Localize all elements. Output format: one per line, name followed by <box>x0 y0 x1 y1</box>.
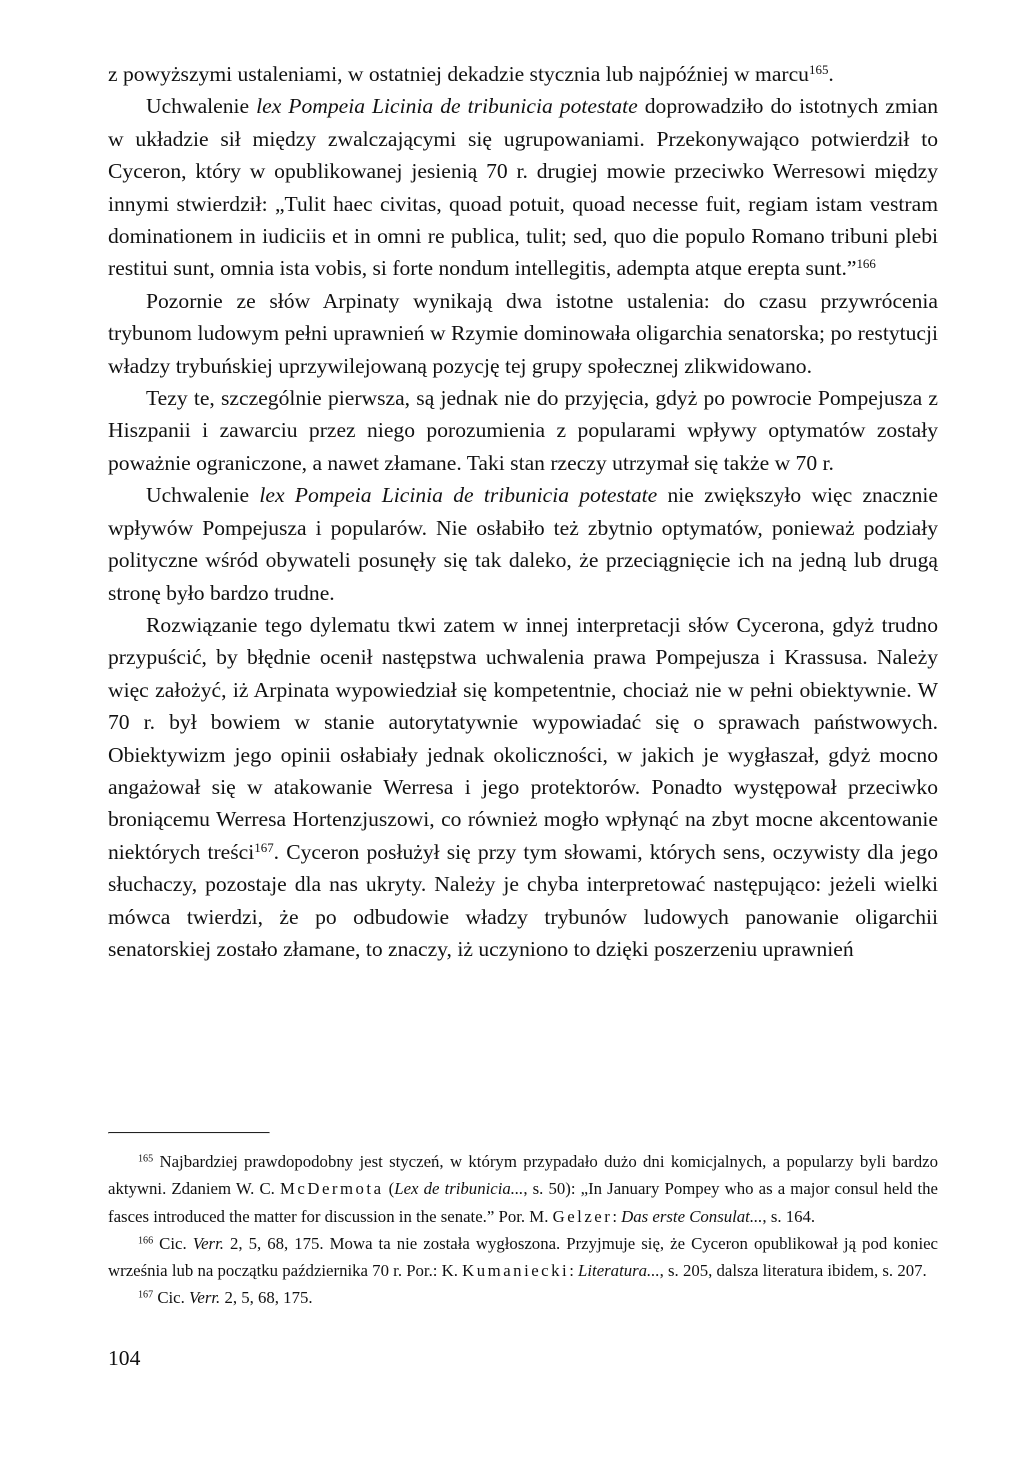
text-run: : <box>569 1261 579 1281</box>
page-number: 104 <box>108 1346 141 1370</box>
text-run: doprowadziło do istotnych zmian w układzie sił między zwalczającymi się ugrupowaniami. Przekonywająco potwierdził to Cyceron, który w opublikowanej jesienią 70 r. drugiej mowie przeciwko Werresowi między innymi stwierdził: „Tulit haec civitas, quoad potuit, quoad necesse fuit, regiam istam vestram dominationem in iudiciis et in omni re publica, tulit; sed, quo die populo Romano tribuni plebi restitui sunt, omnia ista vobis, si forte nondum intellegitis, adempta atque erepta sunt.” <box>108 94 939 281</box>
text-run: Tezy te, szczególnie pierwsza, są jednak nie do przyjęcia, gdyż po powrocie Pompejusza z Hiszpanii i zawarciu przez niego porozumienia z popularami wpływy optymatów zostały poważnie ograniczone, a nawet złamane. Taki stan rzeczy utrzymał się także w 70 r. <box>108 386 938 475</box>
text-run: Cic. <box>153 1233 193 1253</box>
text-run: 2, 5, 68, 175. <box>220 1288 313 1308</box>
paragraph <box>108 609 938 965</box>
text-run: , s. 205, dalsza literatura ibidem, s. 207. <box>659 1261 927 1281</box>
paragraph <box>108 382 938 479</box>
footnote-ref: 166 <box>138 1235 154 1247</box>
paragraph <box>108 285 938 382</box>
text-run: Uchwalenie <box>146 483 260 508</box>
paragraph <box>108 479 938 609</box>
text-run: z powyższymi ustaleniami, w ostatniej dekadzie stycznia lub najpóźniej w marcu <box>108 62 809 86</box>
book-page <box>108 58 939 1370</box>
text-run: . Cyceron posłużył się przy tym słowami, których sens, oczywisty dla jego słuchaczy, pozostaje dla nas ukryty. Należy je chyba interpretować następująco: jeżeli wielki mówca twierdzi, że po odbudowie władzy trybunów ludowych panowanie oligarchii senatorskiej zostało złamane, to znaczy, iż uczyniono to dzięki poszerzeniu uprawnień <box>108 839 938 961</box>
text-run: Rozwiązanie tego dylematu tkwi zatem w innej interpretacji słów Cycerona, gdyż trudno przypuścić, by błędnie ocenił następstwa uchwalenia prawa Pompejusza i Krassusa. Należy więc założyć, iż Arpinata wypowiedział się kompetentnie, chociaż nie w pełni obiektywnie. W 70 r. był bowiem w stanie autorytatywnie wypowiadać się o sprawach państwowych. Obiektywizm jego opinii osłabiały jednak okoliczności, w jakich je wygłaszał, gdyż mocno angażował się w atakowanie Werresa i jego protektorów. Ponadto występował przeciwko broniącemu Werresa Hortenzjuszowi, co również mogło wpłynąć na zbyt mocne akcentowanie niektórych treści <box>108 612 938 864</box>
footnote <box>108 1230 938 1285</box>
text-run: Najbardziej prawdopodobny jest styczeń, w którym przypadało dużo dni komicjalnych, a popularzy byli bardzo aktywni. Zdaniem W. C. <box>108 1152 938 1199</box>
text-run: : <box>612 1206 622 1226</box>
footnote-ref: 167 <box>254 839 274 855</box>
text-run: 2, 5, 68, 175. Mowa ta nie została wygłoszona. Przyjmuje się, że Cyceron opublikował ją pod koniec września lub na początku października 70 r. Por.: K. <box>108 1233 938 1281</box>
author-name: McDermota <box>279 1179 384 1199</box>
text-run: , s. 164. <box>762 1206 816 1226</box>
text-run: Pozornie ze słów Arpinaty wynikają dwa istotne ustalenia: do czasu przywrócenia trybunom ludowym pełni uprawnień w Rzymie dominowała oligarchia senatorska; po restytucji władzy trybuńskiej uprzywilejowaną pozycję tej grupy społecznej zlikwidowano. <box>108 288 938 378</box>
text-run: nie zwiększyło więc znacznie wpływów Pompejusza i popularów. Nie osłabiło też zbytnio optymatów, ponieważ podziały polityczne wśród obywateli posunęły się tak daleko, że przeciągnięcie ich na jedną lub drugą stronę było bardzo trudne. <box>108 483 938 605</box>
footnote-ref: 166 <box>856 256 876 272</box>
main-text <box>108 58 938 965</box>
paragraph <box>108 58 938 90</box>
footnote-separator <box>108 1132 270 1134</box>
italic-text: Lex de tribunicia... <box>394 1179 524 1199</box>
italic-text: lex Pompeia Licinia de tribunicia potestate <box>259 483 658 508</box>
footnotes <box>108 1148 938 1312</box>
text-run: Cic. <box>153 1288 190 1308</box>
text-run: ( <box>383 1179 395 1199</box>
italic-text: Verr. <box>192 1233 224 1253</box>
paragraph <box>108 90 938 284</box>
author-name: Kumaniecki <box>462 1261 570 1281</box>
italic-text: Das erste Consulat... <box>621 1206 763 1226</box>
footnote <box>108 1284 938 1311</box>
footnote <box>108 1148 938 1230</box>
footnote-ref: 167 <box>138 1289 154 1301</box>
italic-text: lex Pompeia Licinia de tribunicia potestate <box>256 94 638 119</box>
author-name: Gelzer <box>552 1206 613 1226</box>
text-run: . <box>828 62 834 86</box>
text-run: , s. 50): „In January Pompey who as a major consul held the fasces introduced the matter for discussion in the senate.” Por. M. <box>108 1179 938 1226</box>
footnote-ref: 165 <box>138 1153 154 1165</box>
italic-text: Literatura... <box>578 1261 660 1281</box>
italic-text: Verr. <box>189 1288 221 1308</box>
text-run: Uchwalenie <box>146 94 257 119</box>
footnote-ref: 165 <box>808 61 829 77</box>
